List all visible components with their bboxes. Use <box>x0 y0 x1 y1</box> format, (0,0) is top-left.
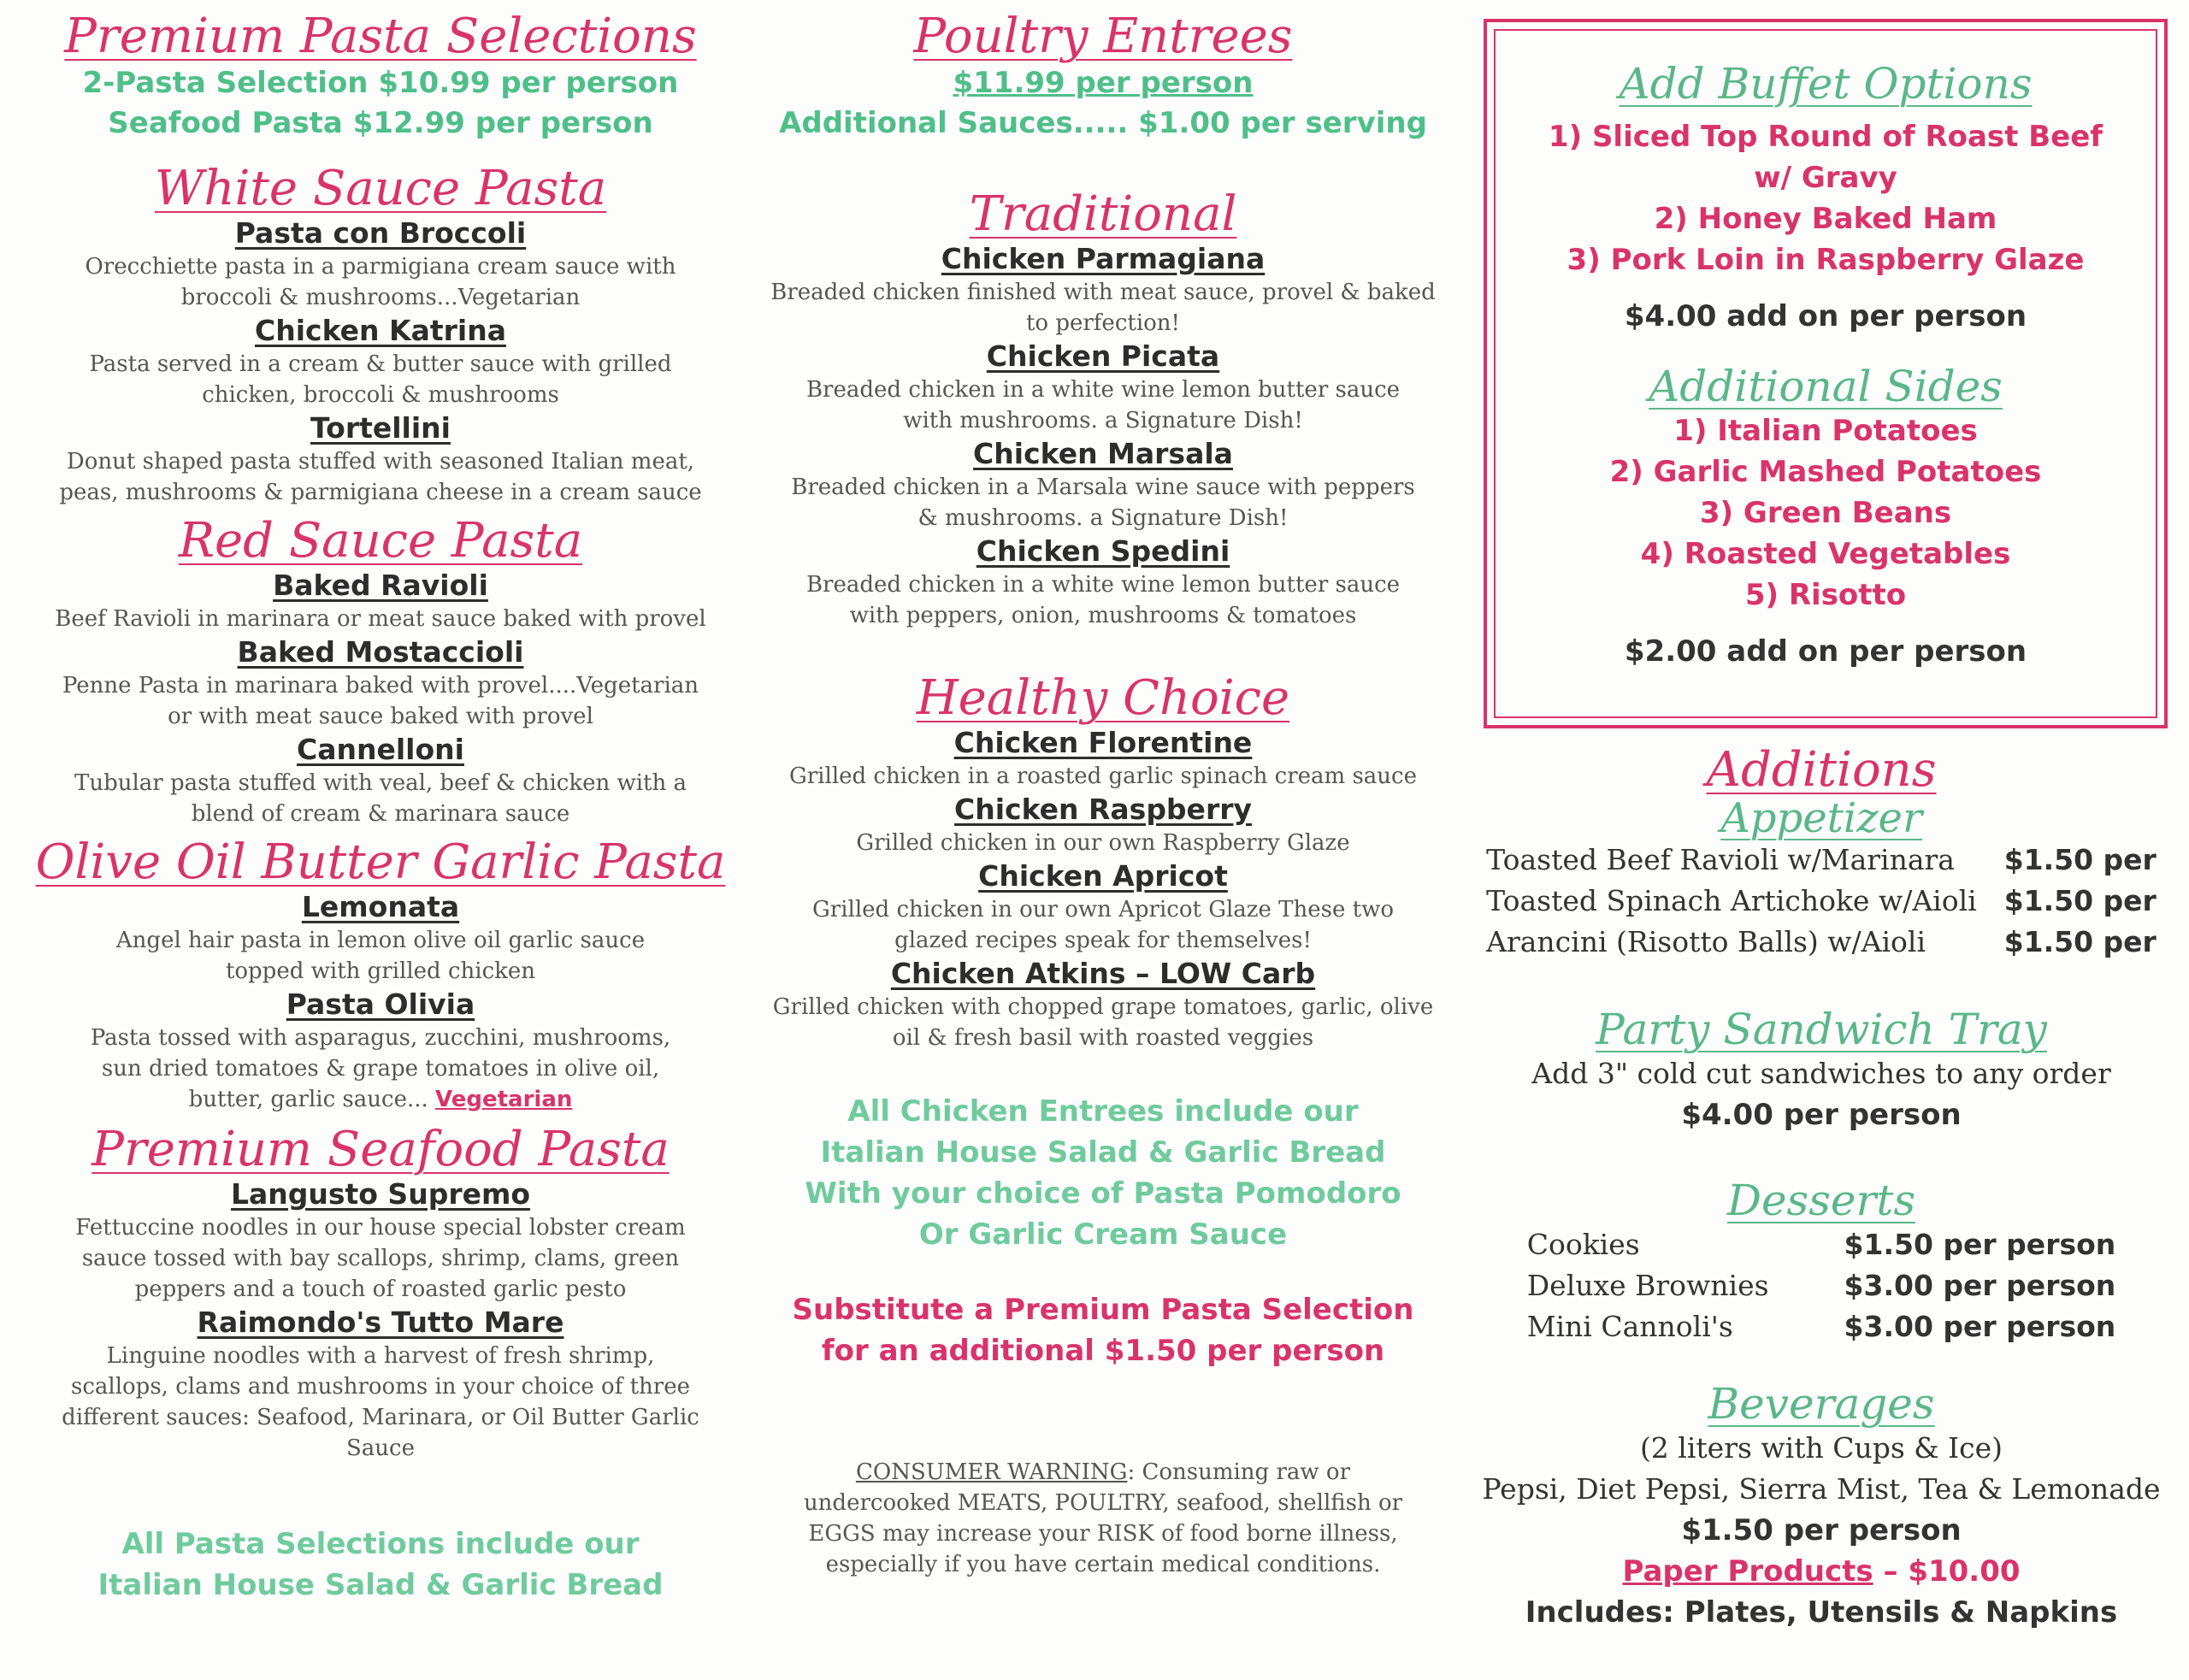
substitute-note <box>752 1289 1454 1371</box>
healthy-title: Healthy Choice <box>916 670 1290 726</box>
dish-name: Chicken Marsala <box>973 437 1233 470</box>
white-sauce-section <box>26 162 735 508</box>
sides-price: $2.00 add on per person <box>1624 634 2027 669</box>
white-sauce-title: White Sauce Pasta <box>154 161 607 216</box>
side-item: 2) Garlic Mashed Potatoes <box>1609 455 2042 489</box>
dish-description: Grilled chicken in a roasted garlic spinach cream sauce <box>788 763 1418 789</box>
dish-name: Chicken Raspberry <box>953 793 1252 826</box>
buffet-item: 3) Pork Loin in Raspberry Glaze <box>1567 243 2085 277</box>
olive-oil-title: Olive Oil Butter Garlic Pasta <box>35 834 726 890</box>
dish-description: Pasta served in a cream & butter sauce with grilled chicken, broccoli & mushrooms <box>89 351 672 408</box>
additions-column <box>1471 744 2172 1633</box>
buffet-item: 2) Honey Baked Ham <box>1654 202 1997 236</box>
dish-description: Donut shaped pasta stuffed with seasoned Italian meat, peas, mushrooms & parmigiana cheese in a cream sauce <box>59 449 702 505</box>
table-row <box>1524 1306 2120 1347</box>
additional-sauces: Additional Sauces..... $1.00 per serving <box>779 106 1427 140</box>
beverages-list: Pepsi, Diet Pepsi, Sierra Mist, Tea & Lemonade <box>1482 1472 2161 1506</box>
pasta-footer-line: Italian House Salad & Garlic Bread <box>97 1568 664 1602</box>
beverages-title: Beverages <box>1708 1379 1935 1429</box>
dish-name: Chicken Apricot <box>978 859 1228 893</box>
dish-name: Lemonata <box>301 890 460 923</box>
dish-name: Pasta Olivia <box>286 987 475 1021</box>
dish-name: Baked Ravioli <box>273 569 488 602</box>
traditional-section <box>752 188 1454 631</box>
table-row <box>1524 1265 2120 1306</box>
dish-description: Tubular pasta stuffed with veal, beef & chicken with a blend of cream & marinara sauce <box>74 770 687 827</box>
appetizer-price: $1.50 per <box>2003 884 2157 917</box>
dish-description: Angel hair pasta in lemon olive oil garlic sauce topped with grilled chicken <box>115 928 646 984</box>
dish-name: Raimondo's Tutto Mare <box>197 1306 564 1339</box>
appetizer-table <box>1483 840 2160 963</box>
sandwich-price: $4.00 per person <box>1681 1098 1962 1132</box>
dish-name: Chicken Spedini <box>976 534 1230 568</box>
dish-description: Breaded chicken in a white wine lemon butter sauce with peppers, onion, mushrooms & tomatoes <box>805 572 1401 628</box>
olive-oil-section <box>26 836 735 1115</box>
buffet-options-box <box>1484 19 2168 728</box>
side-item: 3) Green Beans <box>1699 496 1952 530</box>
paper-includes: Includes: Plates, Utensils & Napkins <box>1525 1595 2118 1630</box>
appetizer-price: $1.50 per <box>2003 843 2157 876</box>
traditional-title: Traditional <box>969 186 1237 242</box>
table-row <box>1524 1224 2120 1265</box>
vegetarian-tag: Vegetarian <box>435 1087 573 1112</box>
sandwich-line: Add 3" cold cut sandwiches to any order <box>1531 1057 2111 1090</box>
table-row <box>1483 922 2160 963</box>
seafood-title: Premium Seafood Pasta <box>91 1122 670 1177</box>
dish-description: Grilled chicken with chopped grape tomatoes, garlic, olive oil & fresh basil with roasted veggies <box>772 994 1434 1051</box>
poultry-section <box>752 10 1454 144</box>
chicken-note <box>752 1091 1454 1255</box>
beverages-price: $1.50 per person <box>1681 1513 1962 1547</box>
dish-name: Pasta con Broccoli <box>234 216 527 250</box>
poultry-column <box>752 0 1454 1580</box>
side-item: 5) Risotto <box>1744 578 1907 612</box>
consumer-warning <box>752 1457 1454 1580</box>
side-item: 1) Italian Potatoes <box>1673 414 1978 448</box>
pasta-column <box>26 0 735 1606</box>
appetizer-title: Appetizer <box>1720 794 1922 842</box>
paper-products-price: – $10.00 <box>1873 1554 2021 1589</box>
chicken-note-line: Or Garlic Cream Sauce <box>918 1217 1288 1252</box>
premium-pasta-title: Premium Pasta Selections <box>64 9 697 64</box>
poultry-title: Poultry Entrees <box>913 9 1293 64</box>
dessert-name: Mini Cannoli's <box>1526 1310 1733 1343</box>
buffet-title: Add Buffet Options <box>1619 59 2033 109</box>
appetizer-name: Arancini (Risotto Balls) w/Aioli <box>1486 925 1926 958</box>
dish-name: Langusto Supremo <box>230 1177 531 1211</box>
dish-name: Tortellini <box>310 411 451 445</box>
two-pasta-price: 2-Pasta Selection $10.99 per person <box>82 66 679 100</box>
chicken-note-line: All Chicken Entrees include our <box>847 1094 1359 1129</box>
beverages-sub: (2 liters with Cups & Ice) <box>1639 1431 2003 1465</box>
desserts-title: Desserts <box>1726 1176 1916 1225</box>
dish-description: Breaded chicken finished with meat sauce, provel & baked to perfection! <box>770 280 1436 336</box>
desserts-table <box>1524 1224 2120 1347</box>
table-row <box>1483 840 2160 881</box>
table-row <box>1483 881 2160 922</box>
dessert-name: Cookies <box>1526 1228 1640 1261</box>
dish-name: Chicken Picata <box>986 339 1220 373</box>
sandwich-title: Party Sandwich Tray <box>1596 1005 2047 1054</box>
dessert-price: $1.50 per person <box>1844 1228 2116 1261</box>
dish-description: Linguine noodles with a harvest of fresh shrimp, scallops, clams and mushrooms in your choice of three different sauces: Seafood, Marinara, or Oil Butter Garlic Sauce <box>62 1343 699 1461</box>
appetizer-name: Toasted Beef Ravioli w/Marinara <box>1486 843 1955 876</box>
substitute-line: for an additional $1.50 per person <box>821 1334 1385 1368</box>
dish-name: Baked Mostaccioli <box>237 635 524 669</box>
dish-name: Chicken Parmagiana <box>941 242 1266 275</box>
dish-description <box>26 1023 735 1115</box>
poultry-price: $11.99 per person <box>953 66 1254 100</box>
substitute-line: Substitute a Premium Pasta Selection <box>792 1293 1414 1327</box>
pasta-footer-line: All Pasta Selections include our <box>121 1527 640 1561</box>
appetizer-name: Toasted Spinach Artichoke w/Aioli <box>1486 884 1977 917</box>
dessert-price: $3.00 per person <box>1844 1269 2116 1302</box>
consumer-warning-label: CONSUMER WARNING <box>855 1459 1128 1485</box>
dish-description: Grilled chicken in our own Apricot Glaze These two glazed recipes speak for themselves! <box>812 897 1394 953</box>
paper-products <box>1471 1551 2172 1592</box>
buffet-item: 1) Sliced Top Round of Roast Beef <box>1548 120 2103 154</box>
seafood-pasta-price: Seafood Pasta $12.99 per person <box>108 106 653 140</box>
dish-description: Breaded chicken in a white wine lemon butter sauce with mushrooms. a Signature Dish! <box>805 377 1401 433</box>
side-item: 4) Roasted Vegetables <box>1640 537 2011 571</box>
sides-title: Additional Sides <box>1649 362 2003 411</box>
appetizer-price: $1.50 per <box>2003 925 2157 958</box>
red-sauce-section <box>26 515 735 829</box>
pasta-footer <box>26 1524 735 1606</box>
healthy-section <box>752 672 1454 1053</box>
dish-description: Penne Pasta in marinara baked with provel....Vegetarian or with meat sauce baked with provel <box>62 673 699 729</box>
dish-description: Beef Ravioli in marinara or meat sauce baked with provel <box>55 606 706 632</box>
dish-description: Grilled chicken in our own Raspberry Glaze <box>856 830 1350 856</box>
paper-products-label: Paper Products <box>1622 1554 1873 1589</box>
premium-pasta-section <box>26 10 735 144</box>
dish-name: Chicken Atkins – LOW Carb <box>890 957 1316 990</box>
dish-description-text: Pasta tossed with asparagus, zucchini, mushrooms, sun dried tomatoes & grape tomatoes in olive oil, butter, garlic sauce... <box>90 1025 671 1112</box>
dish-description: Orecchiette pasta in a parmigiana cream sauce with broccoli & mushrooms...Vegetarian <box>85 254 676 310</box>
buffet-price: $4.00 add on per person <box>1624 299 2027 333</box>
dessert-name: Deluxe Brownies <box>1526 1269 1769 1302</box>
red-sauce-title: Red Sauce Pasta <box>178 513 583 569</box>
dish-name: Chicken Katrina <box>255 314 506 347</box>
chicken-note-line: With your choice of Pasta Pomodoro <box>805 1176 1401 1211</box>
buffet-item: w/ Gravy <box>1754 161 1897 195</box>
dish-name: Cannelloni <box>297 733 464 766</box>
consumer-warning-text: : Consuming raw or undercooked MEATS, POULTRY, seafood, shellfish or EGGS may increase your RISK of food borne illness, especially if you have certain medical conditions. <box>803 1459 1403 1577</box>
additions-title: Additions <box>1706 742 1937 798</box>
dish-description: Fettuccine noodles in our house special lobster cream sauce tossed with bay scallops, shrimp, clams, green peppers and a touch of roasted garlic pesto <box>75 1215 686 1302</box>
chicken-note-line: Italian House Salad & Garlic Bread <box>820 1135 1386 1170</box>
seafood-section <box>26 1123 735 1464</box>
dessert-price: $3.00 per person <box>1844 1310 2116 1343</box>
dish-name: Chicken Florentine <box>953 726 1253 759</box>
dish-description: Breaded chicken in a Marsala wine sauce with peppers & mushrooms. a Signature Dish! <box>791 475 1415 531</box>
